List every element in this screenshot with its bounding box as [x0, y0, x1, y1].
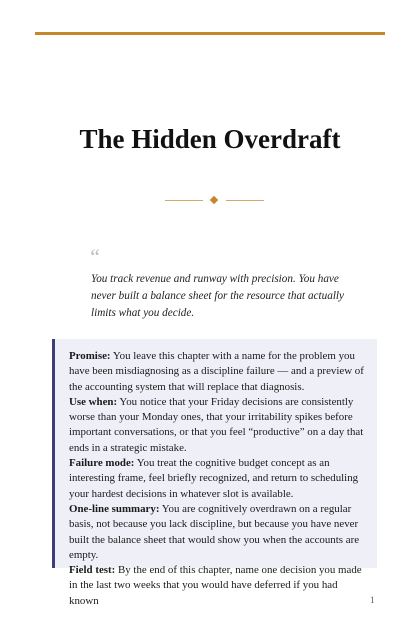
quote-mark-icon: “	[88, 244, 101, 269]
callout-text: You leave this chapter with a name for the problem you have been misdiagnosing as a discipline failure — and a preview of the accounting system that will replace that diagnosis.	[69, 350, 364, 393]
chapter-summary-callout	[52, 339, 377, 607]
diamond-icon	[210, 196, 218, 204]
callout-text: You are cognitively overdrawn on a regular basis, not because you lack discipline, but because you have never built the balance sheet that would show you when the accounts are empty.	[69, 502, 360, 561]
callout-failure-mode	[69, 456, 368, 502]
chapter-title: The Hidden Overdraft	[79, 124, 341, 154]
callout-use-when	[69, 395, 368, 456]
callout-label: Failure mode:	[69, 457, 135, 470]
callout-label: Field test:	[69, 564, 116, 577]
callout-label: Use when:	[69, 395, 118, 408]
epigraph-text: You track revenue and runway with precision. You have never built a balance sheet for the resource that actually limits what you decide.	[91, 273, 345, 319]
callout-one-line-summary	[69, 502, 368, 563]
title-ornament	[0, 195, 420, 207]
top-accent-rule	[35, 32, 385, 35]
callout-promise	[69, 349, 368, 395]
callout-text: You treat the cognitive budget concept as an interesting frame, feel briefly recognized, and return to scheduling your hardest decisions in whatever slot is available.	[69, 457, 359, 500]
ornament-right-line	[226, 200, 264, 201]
callout-text: You notice that your Friday decisions are consistently worse than your Monday ones, that your irritability spikes before important conversations, or that you feel “productive” on a day that ends in a strategic mistake.	[69, 395, 364, 454]
callout-label: Promise:	[69, 350, 111, 362]
callout-field-test	[69, 563, 368, 609]
ornament-left-line	[165, 200, 203, 201]
callout-label: One-line summary:	[69, 502, 160, 515]
callout-text: By the end of this chapter, name one decision you made in the last two weeks that you would have deferred if you had known	[69, 564, 362, 607]
page-number: 1	[370, 595, 375, 605]
